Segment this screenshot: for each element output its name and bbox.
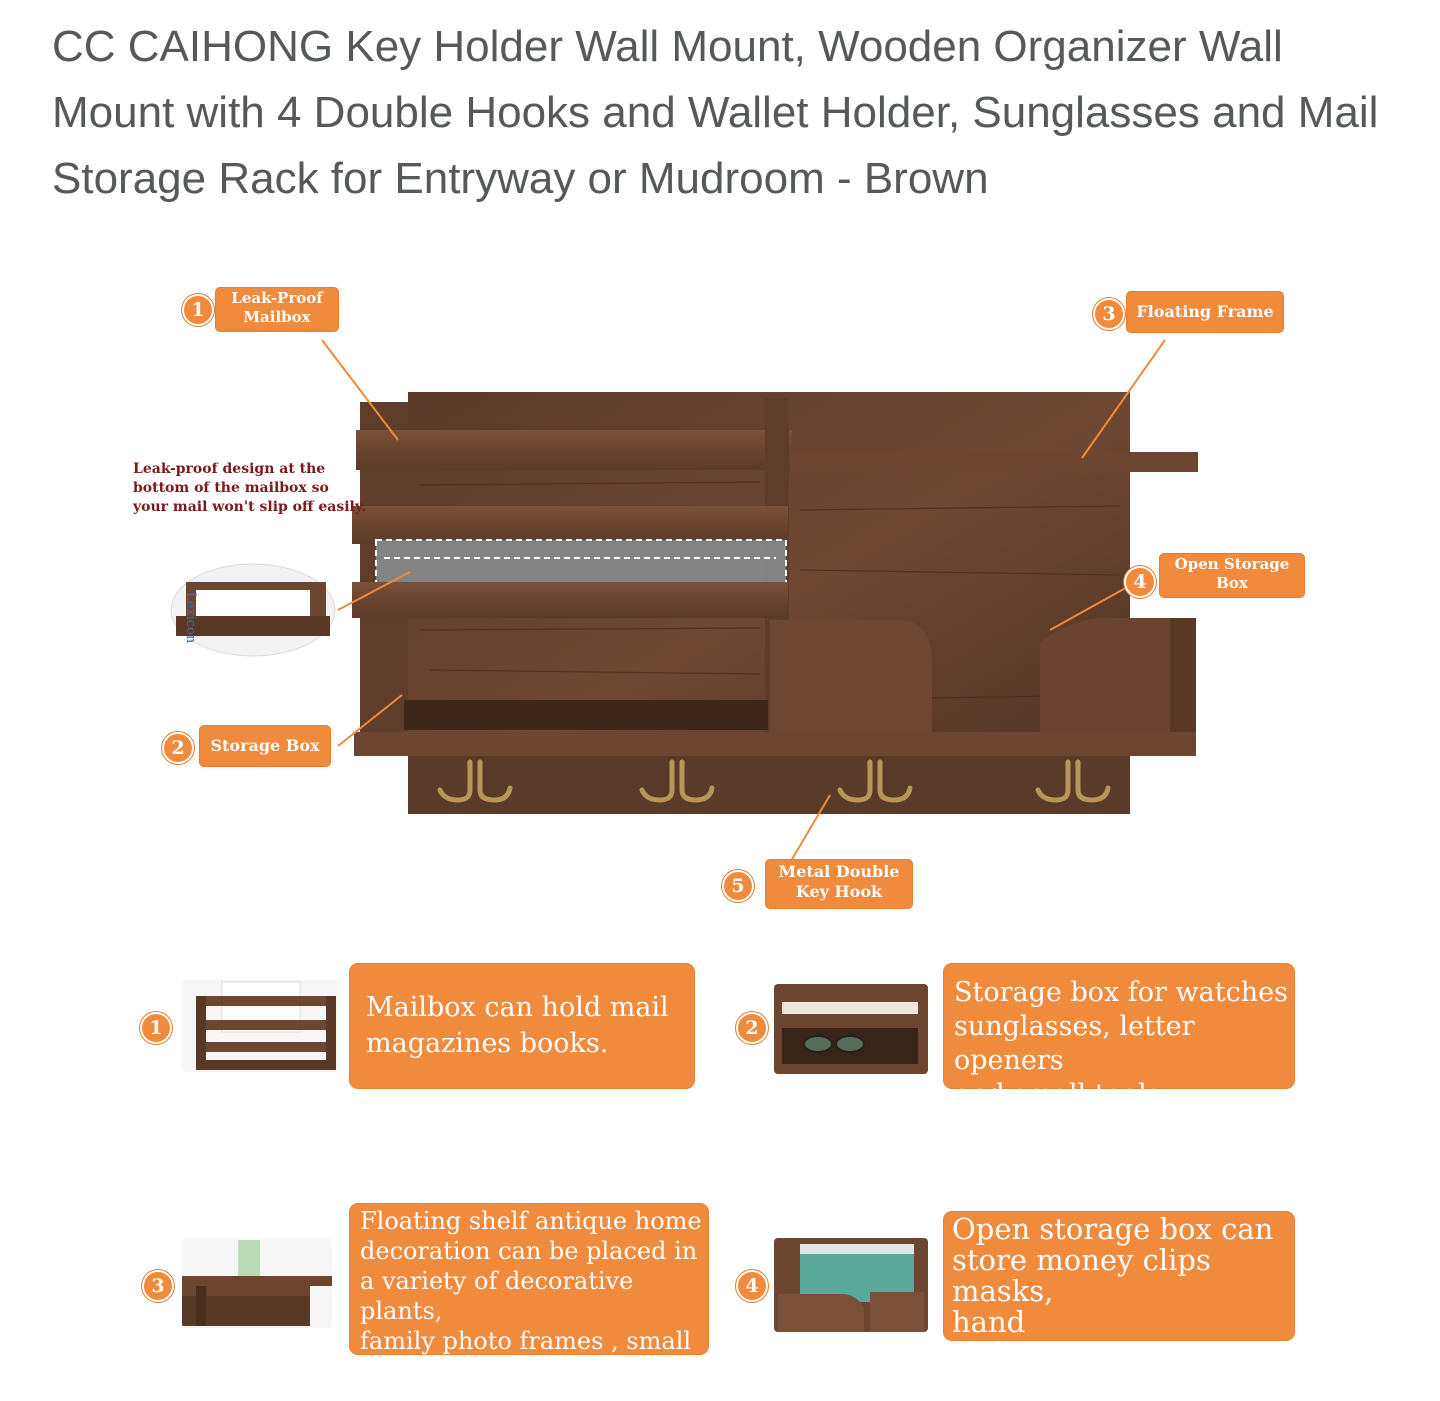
callout-label: Floating Frame [1136, 302, 1274, 321]
feature-number-4: 4 [736, 1270, 768, 1302]
mailbox-thumbnail [182, 980, 338, 1072]
feature-panel-3 [350, 1204, 708, 1385]
callout-label: Leak-Proof Mailbox [231, 289, 323, 326]
callout-label: Open Storage Box [1174, 555, 1290, 592]
callout-number-2: 2 [162, 732, 194, 764]
feature-number-3: 3 [142, 1270, 174, 1302]
feature-text: Storage box for watches sunglasses, letter openers and small tools. [954, 977, 1288, 1110]
callout-number-4: 4 [1124, 566, 1156, 598]
open-storage-box-thumbnail [774, 1238, 928, 1332]
leak-proof-note: Leak-proof design at the bottom of the mailbox so your mail won't slip off easily. [133, 461, 367, 515]
callout-number-3: 3 [1093, 298, 1125, 330]
floating-shelf-thumbnail [182, 1238, 332, 1328]
callout-leak-proof-mailbox [216, 288, 338, 331]
callout-label: Metal Double Key Hook [778, 862, 900, 901]
feature-number-2: 2 [736, 1012, 768, 1044]
feature-text: Floating shelf antique home decoration can be placed in a variety of decorative plants, family photo frames , small calendars. [360, 1207, 702, 1385]
feature-number-1: 1 [140, 1012, 172, 1044]
callout-storage-box [200, 726, 330, 766]
callout-number-5: 5 [722, 870, 754, 902]
product-image [0, 270, 1440, 1401]
feature-panel-4 [944, 1212, 1294, 1401]
callout-floating-frame [1127, 292, 1283, 332]
product-title: CC CAIHONG Key Holder Wall Mount, Wooden Organizer Wall Mount with 4 Double Hooks and Wallet Holder, Sunglasses and Mail Storage Rack for Entryway or Mudroom - Brown [52, 22, 1379, 203]
callout-open-storage-box [1160, 554, 1304, 597]
feature-text: Open storage box can store money clips masks, hand sanitizer,sunscreen pet toys. [952, 1212, 1274, 1401]
feature-panel-1 [350, 964, 694, 1088]
feature-text: Mailbox can hold mail magazines books. [366, 992, 669, 1059]
feature-panel-2 [944, 964, 1294, 1110]
storage-box-thumbnail [774, 984, 928, 1074]
inset-mail-label: Lexicon [183, 592, 198, 644]
callout-number-1: 1 [182, 294, 214, 326]
callout-metal-double-key-hook [766, 860, 912, 908]
callout-label: Storage Box [210, 736, 320, 755]
